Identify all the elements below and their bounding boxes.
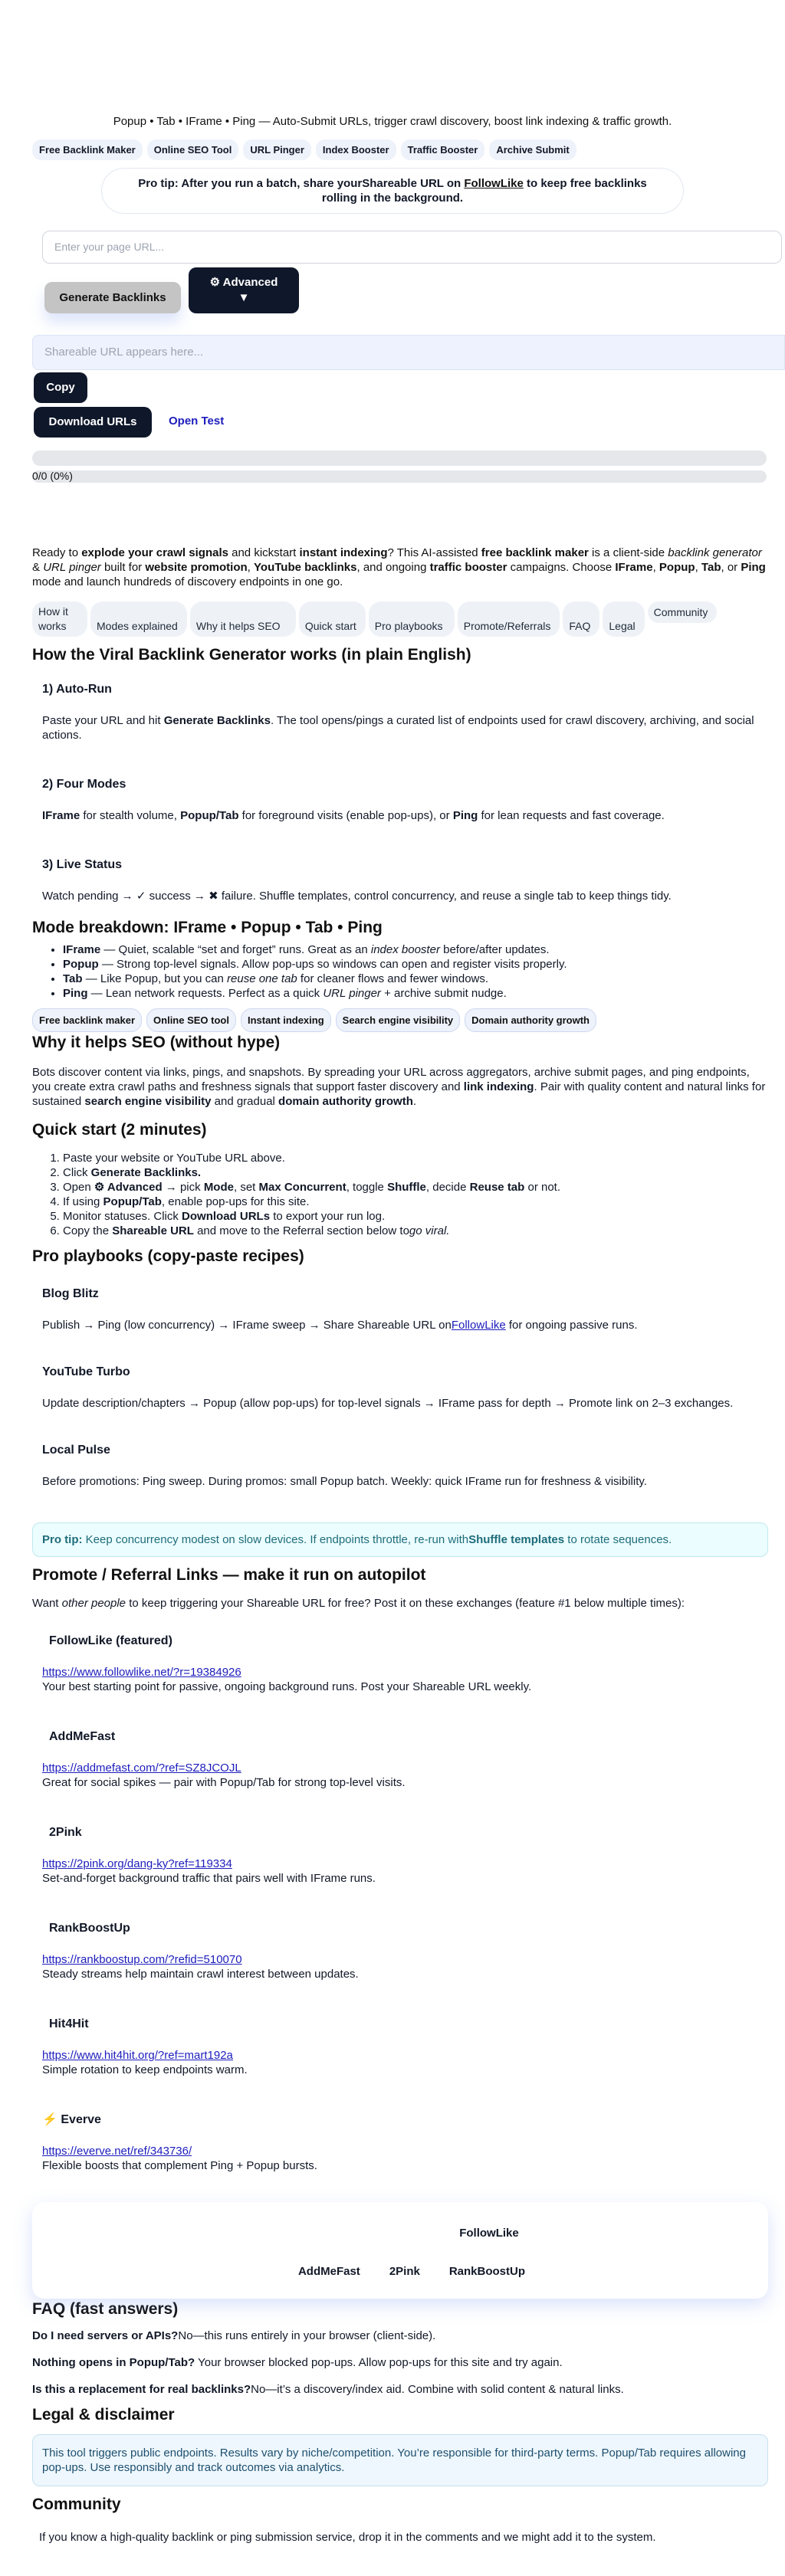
followlike-link[interactable]: FollowLike <box>451 1319 506 1332</box>
step-title: 3) Live Status <box>42 858 123 871</box>
text-span: & <box>32 561 44 574</box>
bold-text: Shuffle <box>387 1181 426 1194</box>
text-span: for foreground visits (enable pop-ups), or <box>238 809 453 822</box>
step-title: 1) Auto-Run <box>42 683 112 696</box>
feature-chips <box>32 139 576 160</box>
bold-text: YouTube backlinks <box>254 561 357 574</box>
text-span: — Strong top-level signals. Allow pop-ups so windows can open and register visits properly. <box>98 958 567 971</box>
advanced-toggle-button[interactable] <box>189 267 299 313</box>
card-link-2pink[interactable]: 2Pink <box>389 2265 420 2278</box>
section-title-quick-start: Quick start (2 minutes) <box>32 1121 207 1139</box>
referral-desc: Set-and-forget background traffic that pairs well with IFrame runs. <box>42 1872 376 1885</box>
toc-legal[interactable]: Legal <box>603 601 644 637</box>
bold-text: instant indexing <box>299 546 388 559</box>
toc-how-it-works[interactable]: How it works <box>32 601 87 637</box>
bold-text: Do I need servers or APIs? <box>32 2329 179 2342</box>
italic-text: reuse one tab <box>227 972 297 985</box>
bold-text: search engine visibility <box>84 1095 212 1108</box>
community-text: If you know a high-quality backlink or ping submission service, drop it in the comments and we might add it to the system. <box>39 2531 656 2544</box>
text-span: + archive submit nudge. <box>380 987 507 1000</box>
toc-community[interactable]: Community <box>648 601 718 623</box>
toc-promote-referrals[interactable]: Promote/Referrals <box>458 601 560 637</box>
section-title-referrals: Promote / Referral Links — make it run on autopilot <box>32 1566 426 1584</box>
modes-list <box>32 942 768 1001</box>
text-span: Bots discover content via links, pings, and snapshots. By spreading your URL across aggregators, archive submit pages, and ping endpoints, you create extra crawl paths and freshness signals that support faster discovery and <box>32 1066 750 1093</box>
step-four-modes <box>32 777 768 823</box>
bold-text: Ping <box>452 809 478 822</box>
bold-text: Tab <box>701 561 721 574</box>
bold-text: Nothing opens in Popup/Tab? <box>32 2356 195 2369</box>
toc-pro-playbooks[interactable]: Pro playbooks <box>369 601 455 637</box>
playbook-text: Before promotions: Ping sweep. During promos: small Popup batch. Weekly: quick IFrame run for freshness & visibility. <box>42 1475 647 1488</box>
section-title-legal: Legal & disclaimer <box>32 2406 175 2424</box>
open-test-link[interactable]: Open Test <box>169 415 225 428</box>
bold-text: explode your crawl signals <box>81 546 228 559</box>
bold-text: IFrame <box>63 943 101 956</box>
text-span: Your browser blocked pop-ups. Allow pop-ups for this site and try again. <box>195 2356 563 2369</box>
referral-desc: Simple rotation to keep endpoints warm. <box>42 2063 248 2076</box>
bold-text: Generate Backlinks. <box>90 1166 202 1179</box>
text-span: Keep concurrency modest on slow devices. If endpoints throttle, re-run with <box>82 1533 469 1546</box>
faq-item <box>32 2355 768 2370</box>
keyword-tags <box>32 1008 768 1032</box>
referral-name: AddMeFast <box>49 1730 116 1743</box>
referral-link[interactable]: https://rankboostup.com/?refid=510070 <box>42 1953 242 1966</box>
quick-step <box>63 1224 768 1238</box>
bold-text: Tab <box>63 972 83 985</box>
text-span: for stealth volume, <box>80 809 181 822</box>
text-span: campaigns. Choose <box>507 561 616 574</box>
text-span: is a client-side <box>588 546 668 559</box>
generate-backlinks-button[interactable]: Generate Backlinks <box>44 282 181 313</box>
referral-desc: Great for social spikes — pair with Popup/Tab for strong top-level visits. <box>42 1776 406 1789</box>
text-span: or not. <box>524 1181 561 1194</box>
referral-desc: Your best starting point for passive, ongoing background runs. Post your Shareable URL weekly. <box>42 1680 532 1693</box>
mode-item <box>63 986 768 1001</box>
text-span: . <box>412 1095 417 1108</box>
text-span: — Quiet, scalable “set and forget” runs. Great as an <box>100 943 371 956</box>
pro-tip-banner <box>101 168 684 214</box>
text-span: and gradual <box>211 1095 279 1108</box>
bold-text: Popup/Tab <box>180 809 239 822</box>
toc-quick-start[interactable]: Quick start <box>299 601 366 637</box>
text-span: for lean requests and fast coverage. <box>478 809 665 822</box>
referral-link[interactable]: https://www.hit4hit.org/?ref=mart192a <box>42 2049 233 2062</box>
progress-bar-secondary <box>32 470 767 483</box>
referral-item <box>32 1825 768 1886</box>
text-span: . The tool opens/pings a curated list of endpoints used for crawl discovery, archiving, and social actions. <box>42 714 754 742</box>
text-span: Ready to <box>32 546 82 559</box>
referral-item <box>32 1729 768 1790</box>
italic-text: URL pinger <box>323 987 381 1000</box>
toc-faq[interactable]: FAQ <box>563 601 599 637</box>
progress-bar <box>32 451 767 466</box>
referral-desc: Steady streams help maintain crawl interest between updates. <box>42 1968 359 1981</box>
referral-name: RankBoostUp <box>49 1922 130 1935</box>
text-span: — Like Popup, but you can <box>82 972 228 985</box>
table-of-contents <box>32 601 722 637</box>
card-link-row <box>32 2264 768 2279</box>
referral-item <box>32 2112 768 2173</box>
section-title-playbooks: Pro playbooks (copy-paste recipes) <box>32 1247 304 1265</box>
text-span: for cleaner flows and fewer windows. <box>297 972 489 985</box>
step-live-status <box>32 857 768 903</box>
bold-text: domain authority growth <box>278 1095 413 1108</box>
section-title-faq: FAQ (fast answers) <box>32 2300 179 2318</box>
quick-step <box>63 1195 768 1209</box>
referral-link[interactable]: https://2pink.org/dang-ky?ref=119334 <box>42 1857 232 1870</box>
text-span: , <box>695 561 701 574</box>
italic-text: index booster <box>370 943 440 956</box>
text-span: . Pair with quality content and natural links for sustained <box>32 1080 766 1108</box>
faq-item <box>32 2329 768 2343</box>
legal-disclaimer-box: This tool triggers public endpoints. Results vary by niche/competition. You’re responsible for third-party terms. Popup/Tab requires allowing pop-ups. Use responsibly and track outcomes via analytics. <box>32 2434 768 2486</box>
bold-text: Generate Backlinks <box>163 714 271 727</box>
bold-text: Ping <box>741 561 766 574</box>
text-span: No—this runs entirely in your browser (client-side). <box>178 2329 436 2342</box>
faq-section <box>32 2302 768 2397</box>
italic-text: backlink generator <box>668 546 762 559</box>
main-content <box>32 546 768 2545</box>
referral-item <box>32 1634 768 1694</box>
text-span: , <box>247 561 255 574</box>
playbook-blog-blitz <box>32 1286 768 1332</box>
playbook-local-pulse <box>32 1443 768 1489</box>
quick-step <box>63 1165 768 1180</box>
section-title-why: Why it helps SEO (without hype) <box>32 1034 281 1051</box>
followlike-link[interactable]: FollowLike <box>464 177 524 190</box>
chip: Free Backlink Maker <box>32 139 143 160</box>
quick-start-list <box>32 1151 768 1238</box>
playbook-text: Update description/chapters → Popup (allow pop-ups) for top-level signals → IFrame pass for depth → Promote link on 2–3 exchanges. <box>42 1397 734 1410</box>
text-span: built for <box>100 561 146 574</box>
section-title-community: Community <box>32 2496 121 2513</box>
bold-text: Mode <box>203 1181 234 1194</box>
playbook-youtube-turbo <box>32 1365 768 1411</box>
bold-text: Max Concurrent <box>258 1181 347 1194</box>
download-urls-button[interactable]: Download URLs <box>34 407 152 438</box>
caret-down-icon: ▼ <box>238 291 250 304</box>
text-span: to export your run log. <box>270 1210 386 1223</box>
bold-text: IFrame <box>42 809 80 822</box>
referral-name: 2Pink <box>49 1826 82 1839</box>
text-span: ? This AI-assisted <box>387 546 481 559</box>
shareable-url-field[interactable]: Shareable URL appears here... <box>32 335 785 370</box>
card-link-addmefast[interactable]: AddMeFast <box>297 2265 360 2278</box>
intro-paragraph <box>32 546 768 589</box>
text-span: , or <box>721 561 741 574</box>
text-span: Paste your URL and hit <box>42 714 164 727</box>
playbook-title: Local Pulse <box>42 1444 110 1457</box>
text-span: and kickstart <box>228 546 300 559</box>
step-text <box>42 713 758 742</box>
bold-text: Is this a replacement for real backlinks? <box>32 2383 251 2396</box>
step-text: Watch pending → ✓ success → ✖ failure. Shuffle templates, control concurrency, and reuse a single tab to keep things tidy. <box>42 890 672 903</box>
text-span: for ongoing passive runs. <box>505 1319 638 1332</box>
referrals-intro <box>32 1596 768 1611</box>
mode-item <box>63 942 768 957</box>
bold-text: Popup <box>659 561 695 574</box>
toc-modes-explained[interactable]: Modes explained <box>90 601 187 637</box>
quick-step <box>63 1209 768 1224</box>
tag: Domain authority growth <box>465 1008 596 1032</box>
text-span: , decide <box>425 1181 470 1194</box>
step-auto-run <box>32 682 768 742</box>
bold-text: Shuffle templates <box>468 1533 565 1546</box>
text-span: , and ongoing <box>356 561 430 574</box>
chip: Traffic Booster <box>401 139 485 160</box>
card-link-followlike[interactable]: FollowLike <box>459 2227 519 2240</box>
italic-text: URL pinger <box>43 561 101 574</box>
faq-item <box>32 2382 768 2397</box>
text-span: , set <box>233 1181 259 1194</box>
tagline: Popup • Tab • IFrame • Ping — Auto-Submit URLs, trigger crawl discovery, boost link indexing & traffic growth. <box>113 115 672 128</box>
referral-name: Hit4Hit <box>49 2017 89 2030</box>
referral-name: ⚡ Everve <box>42 2113 101 2126</box>
bold-text: Shareable URL <box>112 1224 194 1237</box>
text-span: mode and launch hundreds of discovery endpoints in one go. <box>32 575 343 588</box>
text-span: Monitor statuses. Click <box>63 1210 182 1223</box>
bold-text: traffic booster <box>429 561 507 574</box>
mode-item <box>63 972 768 986</box>
referral-link[interactable]: https://everve.net/ref/343736/ <box>42 2145 192 2158</box>
section-title-how: How the Viral Backlink Generator works (in plain English) <box>32 646 471 664</box>
text-span: and move to the Referral section below to <box>193 1224 409 1237</box>
italic-text: go viral. <box>409 1224 450 1237</box>
playbook-text <box>42 1318 758 1332</box>
text-span: — Lean network requests. Perfect as a quick <box>87 987 324 1000</box>
quick-step: 1. Paste your website or YouTube URL above. <box>63 1151 768 1165</box>
section-title-modes: Mode breakdown: IFrame • Popup • Tab • Ping <box>32 919 383 936</box>
card-link-rankboostup[interactable]: RankBoostUp <box>448 2265 526 2278</box>
chip: Online SEO Tool <box>147 139 239 160</box>
text-span: Click <box>63 1166 91 1179</box>
playbook-title: YouTube Turbo <box>42 1365 130 1378</box>
text-span: Publish → Ping (low concurrency) → IFrame sweep → Share Shareable URL on <box>42 1319 452 1332</box>
tag: Instant indexing <box>241 1008 331 1032</box>
gear-icon-label: ⚙ Advanced <box>209 276 278 289</box>
text-span: , <box>652 561 659 574</box>
toc-why-it-helps-seo[interactable]: Why it helps SEO <box>190 601 296 637</box>
text-span: to keep triggering your Shareable URL for free? Post it on these exchanges (feature #1 below multiple times): <box>126 1597 685 1610</box>
playbook-title: Blog Blitz <box>42 1287 99 1300</box>
text-span: Copy the <box>63 1224 113 1237</box>
text-span: before/after updates. <box>439 943 550 956</box>
text-span: No—it’s a discovery/index aid. Combine with solid content & natural links. <box>251 2383 624 2396</box>
bold-text: Pro tip: <box>42 1533 83 1546</box>
pro-tip-text: Pro tip: After you run a batch, share your <box>138 177 363 190</box>
text-span: to rotate sequences. <box>564 1533 672 1546</box>
italic-text: other people <box>61 1597 126 1610</box>
url-input[interactable]: Enter your page URL... <box>42 231 782 264</box>
text-span: Want <box>32 1597 62 1610</box>
bold-text: free backlink maker <box>481 546 589 559</box>
chip: Archive Submit <box>489 139 576 160</box>
why-paragraph <box>32 1065 768 1109</box>
step-title: 2) Four Modes <box>42 778 126 791</box>
tag: Online SEO tool <box>146 1008 236 1032</box>
copy-button[interactable]: Copy <box>34 372 87 403</box>
bold-text: Popup <box>63 958 99 971</box>
pro-tip-box <box>32 1522 768 1557</box>
tag: Search engine visibility <box>336 1008 461 1032</box>
chip: URL Pinger <box>243 139 311 160</box>
text-span: , toggle <box>346 1181 388 1194</box>
referral-link[interactable]: https://addmefast.com/?ref=SZ8JCOJL <box>42 1762 241 1775</box>
referral-desc: Flexible boosts that complement Ping + Popup bursts. <box>42 2159 317 2172</box>
step-text <box>42 808 758 823</box>
referral-name: FollowLike (featured) <box>49 1634 172 1647</box>
quick-step <box>63 1180 768 1195</box>
mode-item <box>63 957 768 972</box>
referral-links-card <box>32 2202 768 2299</box>
bold-text: Download URLs <box>182 1210 271 1223</box>
pro-tip-text: Shareable URL on <box>362 177 465 190</box>
text-span: If using <box>63 1195 103 1208</box>
bold-text: ⚙ Advanced <box>94 1181 163 1194</box>
text-span: , enable pop-ups for this site. <box>161 1195 310 1208</box>
text-span: → pick <box>162 1181 204 1194</box>
pro-tip-text: to keep free backlinks rolling in the background. <box>321 177 647 205</box>
text-span: Open <box>63 1181 94 1194</box>
progress-text: 0/0 (0%) <box>32 470 73 482</box>
bold-text: Reuse tab <box>469 1181 525 1194</box>
bold-text: website promotion <box>145 561 248 574</box>
bold-text: Popup/Tab <box>103 1195 162 1208</box>
tag: Free backlink maker <box>32 1008 142 1032</box>
referral-item <box>32 1921 768 1981</box>
referral-link[interactable]: https://www.followlike.net/?r=19384926 <box>42 1666 241 1679</box>
bold-text: link indexing <box>463 1080 534 1093</box>
chip: Index Booster <box>316 139 396 160</box>
bold-text: Ping <box>63 987 88 1000</box>
bold-text: IFrame <box>615 561 653 574</box>
referral-item <box>32 2017 768 2077</box>
